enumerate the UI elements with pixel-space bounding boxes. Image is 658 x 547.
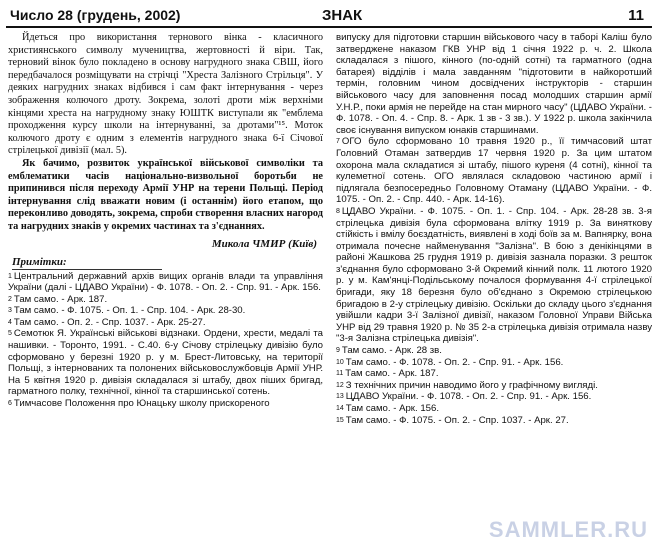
footnote: $^{12}$ З технічних причин наводимо його у графічному вигляді. — [336, 379, 598, 391]
magazine-title: ЗНАК — [322, 7, 363, 24]
footnote: $^{13}$ ЦДАВО України. - Ф. 1078. - Оп. 2. - Спр. 91. - Арк. 156. — [336, 391, 592, 403]
footnote: $^8$ ЦДАВО України. - Ф. 1075. - Оп. 1. - Спр. 104. - Арк. 28-28 зв. 3-я стрілецька дивізія була сформована влітку 1919 р. За винятковy стійкість і вмілу боєздатність, виявлені в ході боїв за м. Вапнярку, вона отримала почесне найменування "Залізна". В бою з денікінцями в районі Жашкова 25 грудня 1919 р. дивізія зазнала поразки. З решток з'єднання було сформовано 3-й Окремий кінний полк. 11 лютого 1920 р. у м. Кам'янці-Подільському почалося формування 4-ї стрілецької бригади, яку 18 березня було об'єднано з Окремою стрілецькою бригадою в 2-у стрілецьку дивізію. Оскільки до складу цього з'єднання увійшли кадри 3-ї Залізної дивізії, наказом Головної Управи Війська УНР від 29 травня 1920 р. № 35 2-а стрілецька дивізія отримала назву "3-я Залізна стрілецька дивізія". — [336, 205, 652, 345]
page-header — [6, 4, 652, 26]
footnote-continued: випуску для підготовки старшин військового часу в таборі Каліш було затверджене наказом ГКВ УНР від 1 січня 1922 р. ч. 2. Школа складалася з пішого, кінного (по-одній сотні) та гарматного (одна батарея) відділів і мала завданням "підготовити в найкоротший термін, головним чином досвідчених інструкторів - старшин військового часу для заповнення посад молодших старшин армії У.Н.Р., поки армія не перейде на стан мирного часу" (ЦДАВО України. - Ф. 1078. - Оп. 4. - Спр. 8. - Арк. 1 зв - 3 зв.). У 1922 р. школа закінчила своє існування випуском юнаків старшинами. — [336, 32, 652, 136]
watermark: SAMMLER.RU — [488, 517, 648, 542]
footnote: $^{11}$ Там само. - Арк. 187. — [336, 368, 439, 380]
issue-label: Число 28 (грудень, 2002) — [10, 7, 181, 23]
footnote: $^3$ Там само. - Ф. 1075. - Оп. 1. - Спр. 104. - Арк. 28-30. — [8, 305, 246, 317]
right-column — [336, 32, 652, 426]
paragraph-1: Йдеться про використання тернового вінка - класичного християнського символу мучеництва, жертовності й віри. Так, терновий вінок було покладено в основу нагрудного знака СВШ, його передбачалося розміщувати на стрічці "Хреста Залізного Стрільця". У деяких нагрудних знаках відбився і сам факт інтернування - через зображення колючого дроту. Зокрема, золоті дроти між верхніми кінцями хреста на нагрудному знаку ЮШТК виступали як "емблема проходження курсу школи на інтернуванні, за дротами"¹⁵. Моток колючого дроту є одним з елементів нагрудного знака 6-ї Січової стрілецької дивізії (мал. 5). — [8, 32, 323, 157]
footnote: $^7$ ОГО було сформовано 10 травня 1920 р., її тимчасовий штат Головний Отаман затвердив 17 червня 1920 р. За цим штатом охорона мала складатися зі штабу, пішого куреня (4 сотні), кінної та кулеметної сотень. ОГО являлася складовою частиною армії і підлягала безпосередньо Головному Отаману (ЦДАВО України. - Ф. 1075. - Оп. 2. - Спр. 440. - Арк. 14-16). — [336, 136, 652, 206]
header-rule — [6, 26, 652, 28]
footnote: $^4$ Там само. - Оп. 2. - Спр. 1037. - Арк. 25-27. — [8, 316, 206, 328]
footnote: $^1$ Центральний державний архів вищих органів влади та управління України (далі - ЦДАВО України) - Ф. 1078. - Оп. 2. - Спр. 91. - Арк. 156. — [8, 270, 323, 294]
footnote: $^5$ Семотюк Я. Українські військові відзнаки. Ордени, хрести, медалі та нашивки. - Торонто, 1991. - С.40. 6-у Січову стрілецьку дивізію було сформовано у березні 1920 р. у м. Брест-Литовську, на території Польщі, з інтернованих та полонених військовослужбовців Армії УНР. На 5 квітня 1920 р. дивізія складалася зі штабу, двох піших бригад, гарматного полку, технічної, кінної та старшинської сотень. — [8, 328, 323, 398]
author-signature: Микола ЧМИР (Київ) — [211, 237, 317, 250]
footnote: $^{10}$ Там само. - Ф. 1078. - Оп. 2. - Спр. 91. - Арк. 156. — [336, 356, 564, 368]
footnote: $^6$ Тимчасове Положення про Юнацьку школу прискореного — [8, 398, 270, 410]
page-number: 11 — [628, 7, 644, 24]
notes-title: Примітки: — [12, 256, 162, 270]
footnote: $^{14}$ Там само. - Арк. 156. — [336, 403, 440, 414]
paragraph-2: Як бачимо, розвиток української військової символіки та емблематики часів національно-визвольної боротьби не припинився після переходу Армії УНР на терени Польщі. Період інтернування слід вважати новим (і останнім) його етапом, що переконливо доводять, зокрема, спроби створення власних нагород та нагрудних знаків у окремих частинах та з'єднаннях. — [8, 157, 323, 232]
footnote: $^{15}$ Там само. - Ф. 1075. - Оп. 2. - Спр. 1037. - Арк. 27. — [336, 414, 569, 426]
footnote: $^9$ Там само. - Арк. 28 зв. — [336, 345, 442, 357]
footnote: $^2$ Там само. - Арк. 187. — [8, 293, 108, 305]
left-column — [8, 32, 323, 410]
